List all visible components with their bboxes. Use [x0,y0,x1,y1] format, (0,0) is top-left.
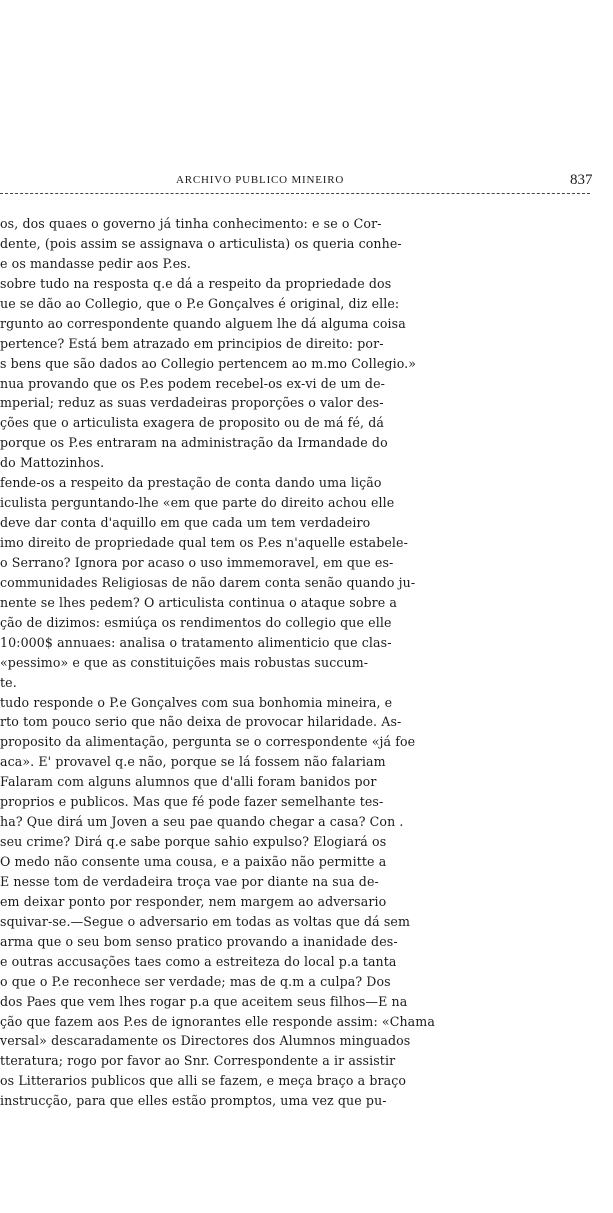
text-line: imo direito de propriedade qual tem os P.es n'aquelle estabele- [0,535,408,550]
text-line: os, dos quaes o governo já tinha conhecimento: e se o Cor- [0,216,382,231]
text-line: ção que fazem aos P.es de ignorantes elle responde assim: «Chama [0,1013,435,1029]
text-line: o Serrano? Ignora por acaso o uso immemoravel, em que es- [0,554,394,570]
text-line: ha? Que dirá um Joven a seu pae quando chegar a casa? Con . [0,814,404,830]
text-line: e os mandasse pedir aos P.es. [0,255,191,271]
text-line: Falaram com alguns alumnos que d'alli foram banidos por [0,774,377,790]
text-line: rto tom pouco serio que não deixa de provocar hilaridade. As- [0,714,402,730]
text-line: te. [0,674,17,690]
text-line: o que o P.e reconhece ser verdade; mas de q.m a culpa? Dos [0,973,391,989]
text-line: mperial; reduz as suas verdadeiras proporções o valor des- [0,395,384,411]
page-header [0,174,600,194]
text-line: arma que o seu bom senso pratico provando a inanidade des- [0,933,398,949]
text-line: os Litterarios publicos que alli se fazem, e meça braço a braço [0,1073,407,1089]
text-line: porque os P.es entraram na administração da Irmandade do [0,435,388,451]
text-line: do Mattozinhos. [0,455,105,471]
text-line: sobre tudo na resposta q.e dá a respeito da propriedade dos [0,275,392,291]
text-line: tteratura; rogo por favor ao Snr. Correspondente a ir assistir [0,1053,396,1069]
text-line: nua provando que os P.es podem recebel-os ex-vi de um de- [0,375,386,391]
text-line: instrucção, para que elles estão promptos, uma vez que pu- [0,1093,387,1109]
text-line: O medo não consente uma cousa, e a paixão não permitte a [0,854,387,869]
page-number: 837 [570,172,593,188]
text-line: nente se lhes pedem? O articulista continua o ataque sobre a [0,594,398,610]
text-line: seu crime? Dirá q.e sabe porque sahio expulso? Elogiará os [0,834,387,850]
text-line: ção de dizimos: esmiúça os rendimentos do collegio que elle [0,614,392,630]
text-line: proposito da alimentação, pergunta se o correspondente «já foe [0,734,416,750]
text-line: em deixar ponto por responder, nem margem ao adversario [0,893,387,909]
text-line: deve dar conta d'aquillo em que cada um tem verdadeiro [0,515,371,531]
text-line: proprios e publicos. Mas que fé pode fazer semelhante tes- [0,794,384,810]
text-line: versal» descaradamente os Directores dos Alumnos minguados [0,1033,411,1049]
text-line: ções que o articulista exagera de proposito ou de má fé, dá [0,415,384,431]
text-line: aca». E' provavel q.e não, porque se lá fossem não falariam [0,754,386,770]
text-line: dos Paes que vem lhes rogar p.a que aceitem seus filhos—E na [0,993,408,1009]
text-line: iculista perguntando-lhe «em que parte do direito achou elle [0,495,395,511]
text-line: s bens que são dados ao Collegio pertencem ao m.mo Collegio.» [0,355,417,371]
text-line: fende-os a respeito da prestação de conta dando uma lição [0,475,382,491]
text-line: communidades Religiosas de não darem conta senão quando ju- [0,574,416,590]
body-text [0,214,610,1111]
text-line: rgunto ao correspondente quando alguem lhe dá alguma coisa [0,315,406,331]
text-line: E nesse tom de verdadeira troça vae por diante na sua de- [0,873,379,889]
text-line: ue se dão ao Collegio, que o P.e Gonçalves é original, diz elle: [0,295,400,311]
header-rule [0,193,590,194]
text-line: pertence? Está bem atrazado em principios de direito: por- [0,335,384,351]
text-line: tudo responde o P.e Gonçalves com sua bonhomia mineira, e [0,694,393,710]
text-line: e outras accusações taes como a estreiteza do local p.a tanta [0,953,397,969]
text-line: 10:000$ annuaes: analisa o tratamento alimenticio que clas- [0,634,392,650]
text-line: «pessimo» e que as constituições mais robustas succum- [0,654,369,670]
running-title: ARCHIVO PUBLICO MINEIRO [176,174,345,186]
text-line: squivar-se.—Segue o adversario em todas as voltas que dá sem [0,913,411,929]
text-line: dente, (pois assim se assignava o articulista) os queria conhe- [0,235,402,251]
